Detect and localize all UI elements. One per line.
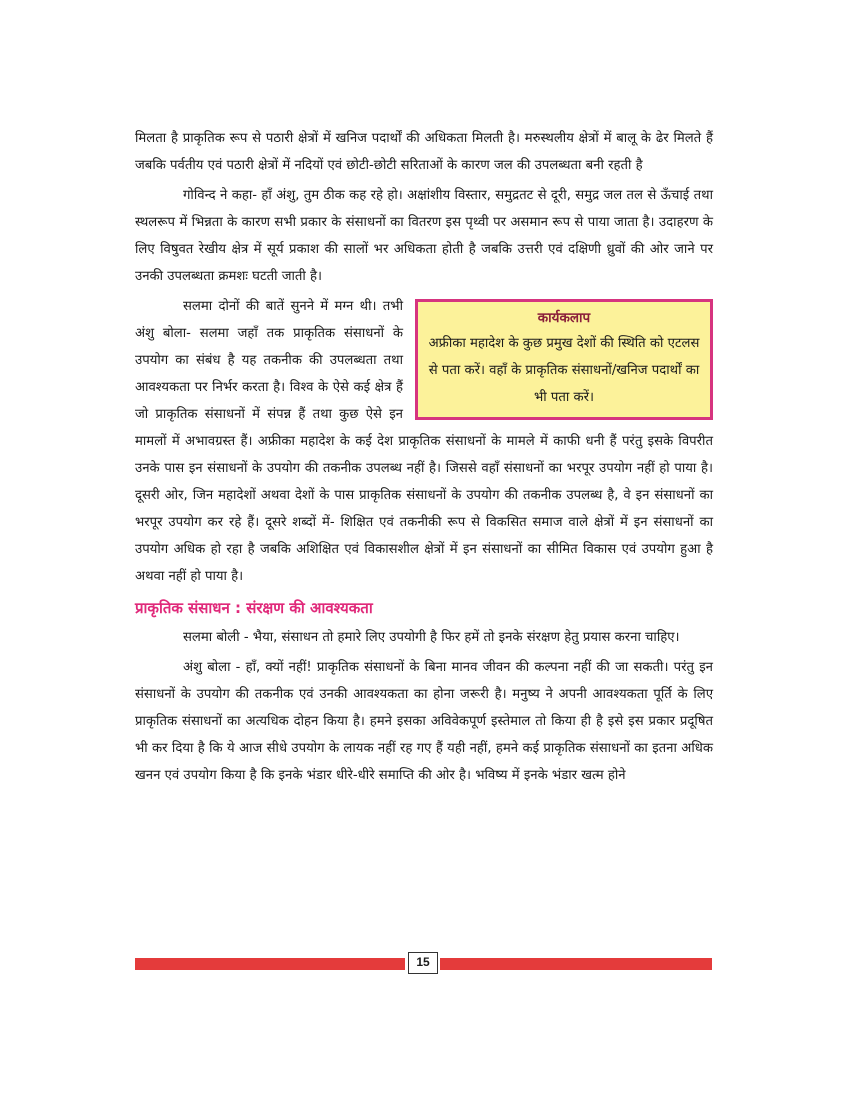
paragraph-4: सलमा बोली - भैया, संसाधन तो हमारे लिए उपयोगी है फिर हमें तो इनके संरक्षण हेतु प्रयास करना चाहिए। xyxy=(183,630,680,645)
footer-bar-right xyxy=(440,958,712,970)
paragraph-2: गोविन्द ने कहा- हाँ अंशु, तुम ठीक कह रहे हो। अक्षांशीय विस्तार, समुद्रतट से दूरी, समुद्र जल तल से ऊँचाई तथा स्थलरूप में भिन्नता के कारण सभी प्रकार के संसाधनों का वितरण इस पृथ्वी पर असमान रूप से पाया जाता है। उदाहरण के लिए विषुवत रेखीय क्षेत्र में सूर्य प्रकाश की सालों भर अधिकता होती है जबकि उत्तरी एवं दक्षिणी ध्रुवों की ओर जाने पर उनकी उपलब्धता क्रमशः घटती जाती है। xyxy=(135,188,713,284)
paragraph-3: सलमा दोनों की बातें सुनने में मग्न थी। तभी अंशु बोला- सलमा जहाँ तक प्राकृतिक संसाधनों के उपयोग का संबंध है यह तकनीक की उपलब्धता तथा आवश्यकता पर निर्भर करता है। विश्व के ऐसे कई क्षेत्र हैं जो प्राकृतिक संसाधनों में संपन्न हैं तथा कुछ ऐसे इन मामलों में अभावग्रस्त हैं। अफ्रीका महादेश के कई देश प्राकृतिक संसाधनों के मामले में काफी धनी हैं परंतु इसके विपरीत उनके पास इन संसाधनों के उपयोग की तकनीक उपलब्ध नहीं है। जिससे वहाँ संसाधनों का भरपूर उपयोग नहीं हो पाया है। दूसरी ओर, जिन महादेशों अथवा देशों के पास प्राकृतिक संसाधनों के उपयोग की तकनीक उपलब्ध है, वे इन संसाधनों का भरपूर उपयोग कर रहे हैं। दूसरे शब्दों में- शिक्षित एवं तकनीकी रूप से विकसित समाज वाले क्षेत्रों में इन संसाधनों का उपयोग अधिक हो रहा है जबकि अशिक्षित एवं विकासशील क्षेत्रों में इन संसाधनों का सीमित विकास एवं उपयोग हुआ है अथवा नहीं हो पाया है। xyxy=(135,299,713,584)
paragraph-1: मिलता है प्राकृतिक रूप से पठारी क्षेत्रों में खनिज पदार्थों की अधिकता मिलती है। मरुस्थलीय क्षेत्रों में बालू के ढेर मिलते हैं जबकि पर्वतीय एवं पठारी क्षेत्रों में नदियों एवं छोटी-छोटी सरिताओं के कारण जल की उपलब्धता बनी रहती है xyxy=(135,131,713,173)
paragraph-3-wrapper xyxy=(135,293,713,590)
activity-box xyxy=(415,299,713,420)
paragraph-5: अंशु बोला - हाँ, क्यों नहीं! प्राकृतिक संसाधनों के बिना मानव जीवन की कल्पना नहीं की जा सकती। परंतु इन संसाधनों के उपयोग की तकनीक एवं उनकी आवश्यकता का होना जरूरी है। मनुष्य ने अपनी आवश्यकता पूर्ति के लिए प्राकृतिक संसाधनों का अत्यधिक दोहन किया है। हमने इसका अविवेकपूर्ण इस्तेमाल तो किया ही है इसे इस प्रकार प्रदूषित भी कर दिया है कि ये आज सीधे उपयोग के लायक नहीं रह गए हैं यही नहीं, हमने कई प्राकृतिक संसाधनों का इतना अधिक खनन एवं उपयोग किया है कि इनके भंडार धीरे-धीरे समाप्ति की ओर है। भविष्य में इनके भंडार खत्म होने xyxy=(135,660,713,783)
page-content xyxy=(135,125,713,789)
page-number: 15 xyxy=(408,952,438,974)
activity-box-title: कार्यकलाप xyxy=(537,310,591,326)
footer-bar-left xyxy=(135,958,405,970)
section-heading: प्राकृतिक संसाधन : संरक्षण की आवश्यकता xyxy=(135,599,373,617)
activity-box-text: अफ्रीका महादेश के कुछ प्रमुख देशों की स्थिति को एटलस से पता करें। वहाँ के प्राकृतिक संसाधनों/खनिज पदार्थों का भी पता करें। xyxy=(428,336,700,405)
